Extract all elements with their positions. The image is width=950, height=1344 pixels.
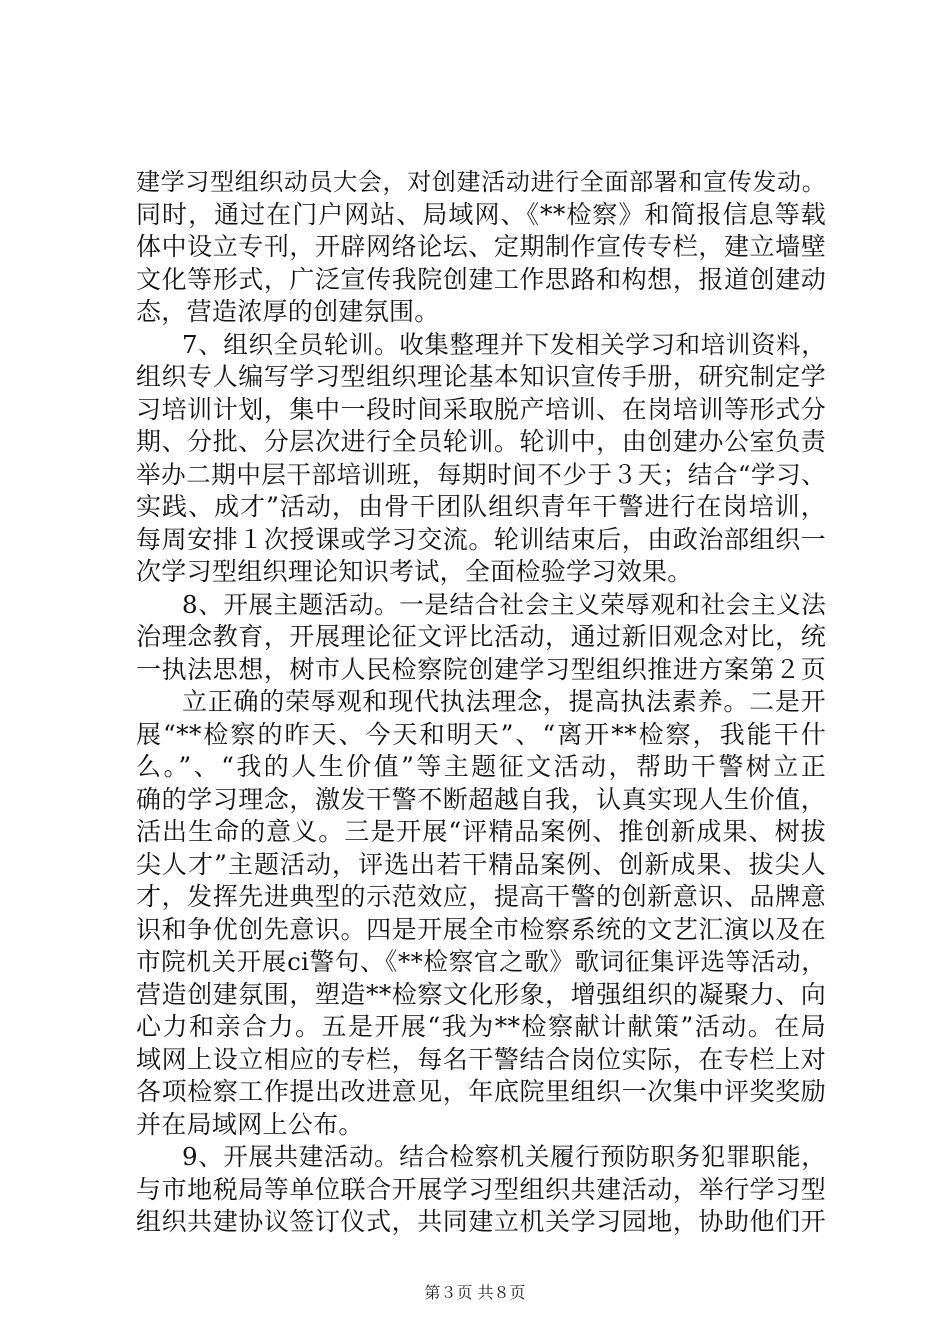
text-line: 确的学习理念，激发干警不断超越自我，认真实现人生价值，	[136, 784, 826, 814]
text-line: 么。”、“我的人生价值”等主题征文活动，帮助干警树立正	[136, 752, 826, 781]
text-line: 建学习型组织动员大会，对创建活动进行全面部署和宣传发动。	[136, 168, 826, 196]
text-line: 域网上设立相应的专栏，每名干警结合岗位实际，在专栏上对	[136, 1044, 826, 1074]
paragraph-start-line: 8、开展主题活动。一是结合社会主义荣辱观和社会主义法	[182, 589, 826, 619]
text-line: 活出生命的意义。三是开展“评精品案例、推创新成果、树拔	[136, 817, 826, 846]
text-line: 实践、成才”活动，由骨干团队组织青年干警进行在岗培训，	[136, 492, 826, 521]
text-line: 才，发挥先进典型的示范效应，提高干警的创新意识、品牌意	[136, 882, 826, 911]
text-line: 展“**检察的昨天、今天和明天”、“离开**检察，我能干什	[136, 719, 826, 749]
document-body	[136, 166, 826, 1239]
text-line: 各项检察工作提出改进意见，年底院里组织一次集中评奖奖励	[136, 1077, 826, 1106]
text-line: 营造创建氛围，塑造**检察文化形象，增强组织的凝聚力、向	[136, 979, 826, 1009]
text-line: 心力和亲合力。五是开展“我为**检察献计献策”活动。在局	[136, 1012, 826, 1041]
text-line: 市院机关开展ci警句、《**检察官之歌》歌词征集评选等活动，	[136, 947, 826, 976]
text-line: 识和争优创先意识。四是开展全市检察系统的文艺汇演以及在	[136, 914, 826, 944]
text-line: 期、分批、分层次进行全员轮训。轮训中，由创建办公室负责	[136, 427, 826, 456]
text-line: 态，营造浓厚的创建氛围。	[136, 297, 440, 326]
text-line: 举办二期中层干部培训班，每期时间不少于３天；结合“学习、	[136, 459, 826, 489]
text-line: 习培训计划，集中一段时间采取脱产培训、在岗培训等形式分	[136, 394, 826, 424]
text-line: 文化等形式，广泛宣传我院创建工作思路和构想，报道创建动	[136, 264, 826, 294]
text-line: 每周安排１次授课或学习交流。轮训结束后，由政治部组织一	[136, 524, 826, 554]
text-line: 同时，通过在门户网站、局域网、《**检察》和简报信息等载	[136, 199, 826, 229]
text-line: 一执法思想，树市人民检察院创建学习型组织推进方案第２页	[136, 654, 826, 684]
paragraph-start-line: 7、组织全员轮训。收集整理并下发相关学习和培训资料，	[182, 329, 826, 359]
text-line: 治理念教育，开展理论征文评比活动，通过新旧观念对比，统	[136, 622, 826, 651]
text-line: 次学习型组织理论知识考试，全面检验学习效果。	[136, 557, 693, 586]
text-line: 与市地税局等单位联合开展学习型组织共建活动，举行学习型	[136, 1174, 826, 1204]
text-line: 组织共建协议签订仪式，共同建立机关学习园地，协助他们开	[136, 1207, 826, 1236]
text-line: 体中设立专刊，开辟网络论坛、定期制作宣传专栏，建立墙壁	[136, 232, 826, 261]
paragraph-start-line: 立正确的荣辱观和现代执法理念，提高执法素养。二是开	[182, 687, 826, 716]
paragraph-start-line: 9、开展共建活动。结合检察机关履行预防职务犯罪职能，	[182, 1142, 826, 1171]
text-line: 并在局域网上公布。	[136, 1109, 364, 1139]
text-line: 尖人才”主题活动，评选出若干精品案例、创新成果、拔尖人	[136, 849, 826, 879]
text-line: 组织专人编写学习型组织理论基本知识宣传手册，研究制定学	[136, 362, 826, 391]
page-number-footer: 第３页 共８页	[424, 1283, 526, 1302]
